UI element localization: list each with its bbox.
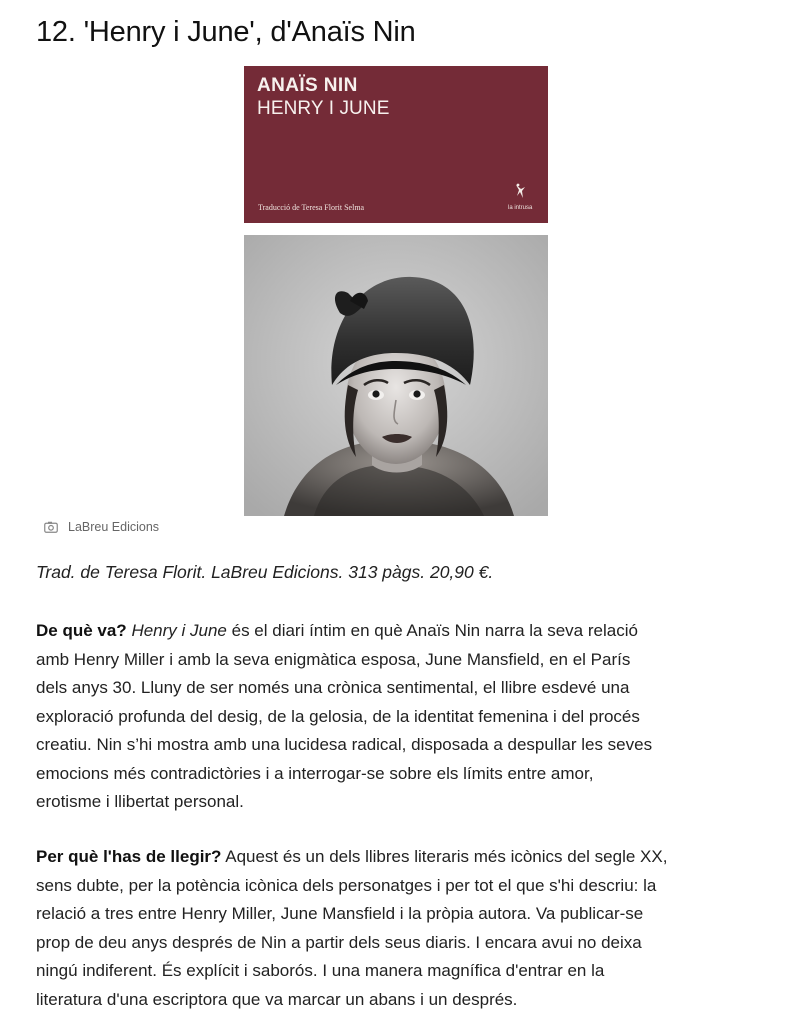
paragraph-text: és el diari íntim en què Anaïs Nin narra la seva relació (231, 621, 638, 640)
paragraph-text: Aquest és un dels llibres literaris més icònics del segle XX, (225, 847, 668, 866)
section-why-read-it (36, 843, 756, 1014)
section-what-is-it (36, 617, 756, 817)
cover-title: HENRY I JUNE (257, 98, 390, 119)
paragraph-line: sens dubte, per la potència icònica dels personatges i per tot el que s'hi descriu: la (36, 875, 657, 895)
paragraph-line (36, 843, 756, 872)
photo-credit (44, 518, 159, 536)
paragraph-line: dels anys 30. Lluny de ser només una crònica sentimental, el llibre esdevé una (36, 678, 630, 697)
cover-author: ANAÏS NIN (257, 75, 358, 96)
author-portrait-image (244, 235, 548, 516)
paragraph-line (36, 617, 756, 646)
paragraph-line: prop de deu anys després de Nin a partir dels seus diaris. I encara avui no deixa (36, 932, 642, 952)
section-lead: Per què l'has de llegir? (36, 847, 222, 866)
camera-icon (44, 521, 58, 533)
paragraph-line: exploració profunda del desig, de la gelosia, de la identitat femenina i del procés (36, 706, 640, 726)
paragraph-line: amb Henry Miller i amb la seva enigmàtica esposa, June Mansfield, en el París (36, 649, 631, 669)
article-heading: 12. 'Henry i June', d'Anaïs Nin (36, 16, 416, 48)
paragraph-line: creatiu. Nin s’hi mostra amb una lucidesa radical, disposada a despullar les seves (36, 735, 653, 754)
paragraph-line: emocions més contradictòries i a interrogar-se sobre els límits entre amor, (36, 763, 594, 783)
photo-credit-text: LaBreu Edicions (68, 520, 160, 534)
book-figure (244, 66, 548, 516)
cover-translator: Traducció de Teresa Florit Selma (258, 203, 365, 212)
book-cover (244, 66, 548, 223)
book-details: Trad. de Teresa Florit. LaBreu Edicions. 313 pàgs. 20,90 €. (36, 562, 494, 582)
paragraph-line: relació a tres entre Henry Miller, June Mansfield i la pròpia autora. Va publicar-se (36, 904, 644, 923)
section-lead: De què va? (36, 621, 127, 640)
paragraph-line: erotisme i llibertat personal. (36, 792, 244, 811)
paragraph-line: literatura d'una escriptora que va marcar un abans i un després. (36, 989, 518, 1009)
cover-publisher: la intrusa (508, 205, 533, 211)
paragraph-line: ningú indiferent. És explícit i saborós. I una manera magnífica d'entrar en la (36, 961, 605, 980)
book-title-italic: Henry i June (131, 621, 227, 640)
publisher-logo-icon (510, 181, 530, 201)
